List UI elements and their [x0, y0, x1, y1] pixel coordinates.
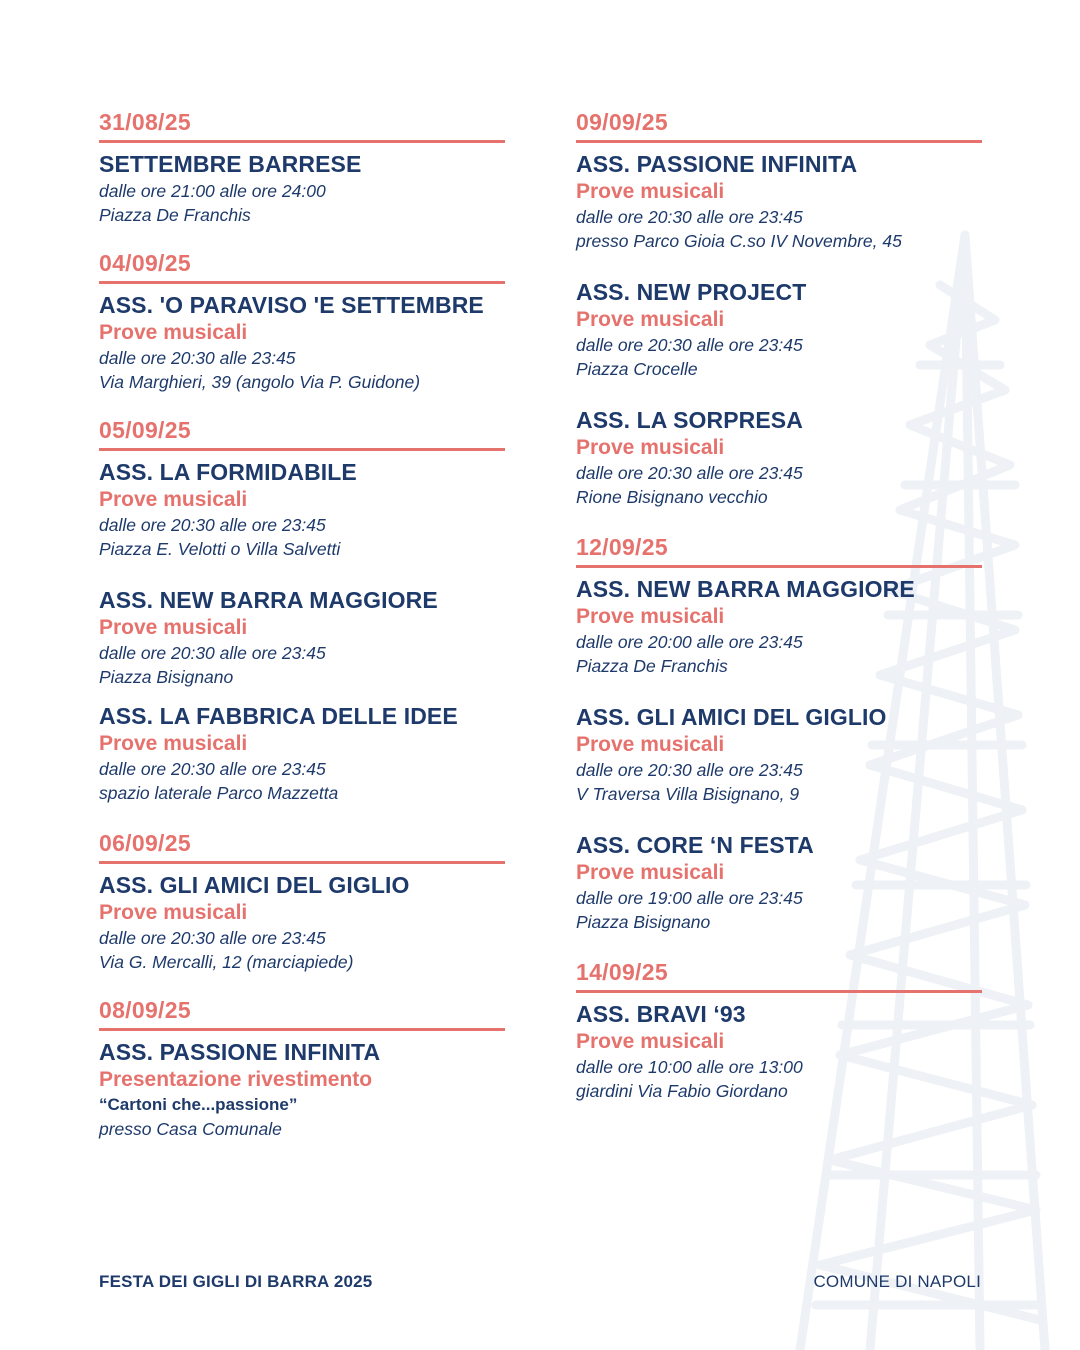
day-block [99, 108, 505, 227]
event-item [576, 999, 982, 1103]
day-block [576, 533, 982, 934]
event-place: Piazza De Franchis [99, 205, 251, 225]
event-type: Prove musicali [576, 861, 725, 884]
day-block [99, 249, 505, 394]
event-item [576, 702, 982, 806]
date-heading: 05/09/25 [99, 416, 505, 451]
event-type: Prove musicali [576, 308, 725, 331]
event-time: dalle ore 20:30 alle ore 23:45 [576, 463, 803, 483]
footer-event-name: FESTA DEI GIGLI DI BARRA 2025 [99, 1272, 373, 1291]
event-type: Prove musicali [99, 321, 248, 344]
event-title: SETTEMBRE BARRESE [99, 151, 362, 177]
left-column [99, 108, 505, 1141]
event-title: ASS. 'O PARAVISO 'E SETTEMBRE [99, 292, 484, 318]
date-heading: 06/09/25 [99, 829, 505, 864]
event-title: ASS. BRAVI ‘93 [576, 1001, 746, 1027]
event-time: dalle ore 10:00 alle ore 13:00 [576, 1057, 803, 1077]
event-item [99, 870, 505, 974]
event-item [99, 701, 505, 805]
event-time: dalle ore 20:30 alle ore 23:45 [576, 207, 803, 227]
day-block [99, 996, 505, 1141]
event-place: presso Casa Comunale [99, 1119, 282, 1139]
event-time: dalle ore 20:30 alle ore 23:45 [576, 335, 803, 355]
event-place: Piazza E. Velotti o Villa Salvetti [99, 539, 341, 559]
event-item [99, 457, 505, 561]
event-place: spazio laterale Parco Mazzetta [99, 783, 339, 803]
event-item [576, 405, 982, 509]
event-item [99, 149, 505, 227]
right-column [576, 108, 982, 1103]
event-item [576, 277, 982, 381]
date-heading: 09/09/25 [576, 108, 982, 143]
event-title: ASS. GLI AMICI DEL GIGLIO [99, 872, 410, 898]
event-place: Piazza Crocelle [576, 359, 698, 379]
event-item [576, 574, 982, 678]
event-title: ASS. NEW BARRA MAGGIORE [99, 587, 438, 613]
event-type: Prove musicali [576, 436, 725, 459]
event-title: ASS. PASSIONE INFINITA [576, 151, 858, 177]
day-block [99, 416, 505, 805]
event-place: Piazza Bisignano [99, 667, 234, 687]
event-place: giardini Via Fabio Giordano [576, 1081, 788, 1101]
event-title: ASS. LA FABBRICA DELLE IDEE [99, 703, 458, 729]
event-item [99, 290, 505, 394]
event-item [576, 149, 982, 253]
event-type: Prove musicali [576, 733, 725, 756]
event-title: ASS. LA FORMIDABILE [99, 459, 357, 485]
date-heading: 31/08/25 [99, 108, 505, 143]
event-place: Via Marghieri, 39 (angolo Via P. Guidone) [99, 372, 421, 392]
date-heading: 08/09/25 [99, 996, 505, 1031]
event-time: dalle ore 19:00 alle ore 23:45 [576, 888, 803, 908]
day-block [576, 108, 982, 509]
event-title: ASS. PASSIONE INFINITA [99, 1039, 381, 1065]
event-title: ASS. LA SORPRESA [576, 407, 803, 433]
event-type: Prove musicali [576, 605, 725, 628]
event-item [99, 585, 505, 689]
event-time: dalle ore 20:30 alle ore 23:45 [99, 759, 326, 779]
event-type: Prove musicali [99, 488, 248, 511]
event-place: Rione Bisignano vecchio [576, 487, 768, 507]
event-time: dalle ore 20:30 alle 23:45 [99, 348, 296, 368]
event-place: Piazza De Franchis [576, 656, 728, 676]
event-place: V Traversa Villa Bisignano, 9 [576, 784, 800, 804]
day-block [99, 829, 505, 974]
event-title: ASS. CORE ‘N FESTA [576, 832, 814, 858]
event-type: Prove musicali [99, 901, 248, 924]
event-title: ASS. GLI AMICI DEL GIGLIO [576, 704, 887, 730]
event-type: Prove musicali [99, 616, 248, 639]
event-place: presso Parco Gioia C.so IV Novembre, 45 [576, 231, 902, 251]
date-heading: 14/09/25 [576, 958, 982, 993]
event-title: ASS. NEW BARRA MAGGIORE [576, 576, 915, 602]
footer-organizer: COMUNE DI NAPOLI [813, 1272, 981, 1291]
event-type: Presentazione rivestimento [99, 1068, 373, 1091]
event-time: dalle ore 20:30 alle ore 23:45 [576, 760, 803, 780]
event-time: dalle ore 20:30 alle ore 23:45 [99, 643, 326, 663]
day-block [576, 958, 982, 1103]
event-note: “Cartoni che...passione” [99, 1095, 298, 1114]
event-type: Prove musicali [99, 732, 248, 755]
event-time: dalle ore 21:00 alle ore 24:00 [99, 181, 326, 201]
event-type: Prove musicali [576, 180, 725, 203]
date-heading: 12/09/25 [576, 533, 982, 568]
event-title: ASS. NEW PROJECT [576, 279, 807, 305]
event-time: dalle ore 20:00 alle ore 23:45 [576, 632, 803, 652]
event-type: Prove musicali [576, 1030, 725, 1053]
event-place: Via G. Mercalli, 12 (marciapiede) [99, 952, 354, 972]
date-heading: 04/09/25 [99, 249, 505, 284]
event-time: dalle ore 20:30 alle ore 23:45 [99, 515, 326, 535]
event-item [99, 1037, 505, 1141]
event-item [576, 830, 982, 934]
event-time: dalle ore 20:30 alle ore 23:45 [99, 928, 326, 948]
event-place: Piazza Bisignano [576, 912, 711, 932]
